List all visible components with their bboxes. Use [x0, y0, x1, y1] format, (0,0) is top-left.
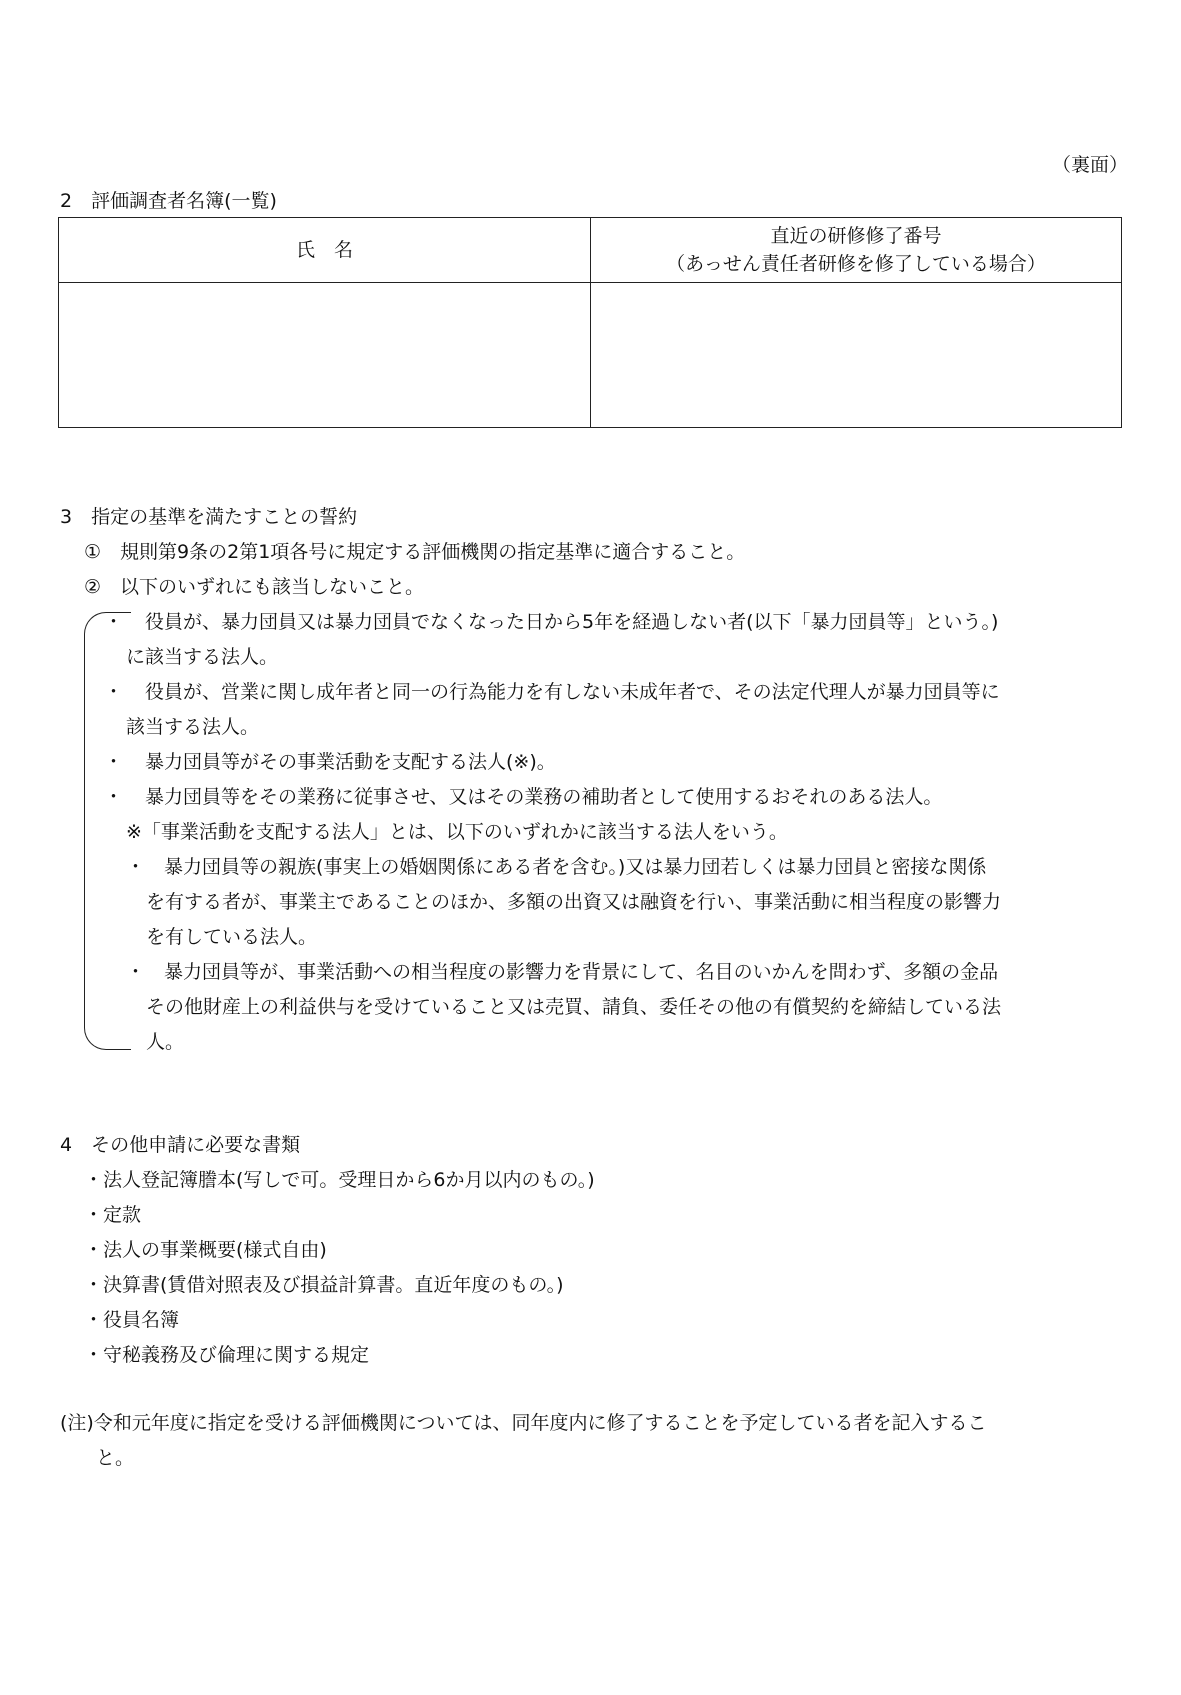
- list-item: 暴力団員等が、事業活動への相当程度の影響力を背景にして、名目のいかんを問わず、多額の金品: [164, 961, 999, 983]
- list-item: ・定款: [84, 1204, 142, 1226]
- pledge-item-2: ② 以下のいずれにも該当しないこと。: [84, 576, 425, 598]
- bullet-icon: ・: [104, 786, 124, 808]
- evaluator-roster-table: [58, 217, 1122, 428]
- list-item: ・法人の事業概要(様式自由): [84, 1239, 327, 1261]
- bullet-icon: ・: [104, 681, 124, 703]
- name-cell[interactable]: [59, 283, 591, 428]
- section3-title: 3 指定の基準を満たすことの誓約: [60, 506, 358, 528]
- bullet-icon: ・: [104, 611, 124, 633]
- training-header-line1: 直近の研修修了番号: [770, 224, 942, 247]
- training-header-line2: （あっせん責任者研修を修了している場合）: [666, 253, 1046, 275]
- list-item: 暴力団員等をその業務に従事させ、又はその業務の補助者として使用するおそれのある法人。: [145, 786, 943, 808]
- list-item: ・守秘義務及び倫理に関する規定: [84, 1344, 370, 1366]
- section2-title: 2 評価調査者名簿(一覧): [60, 190, 277, 212]
- list-item: 役員が、暴力団員又は暴力団員でなくなった日から5年を経過しない者(以下「暴力団員等」という。): [145, 611, 999, 633]
- list-item: ・決算書(賃借対照表及び損益計算書。直近年度のもの。): [84, 1274, 564, 1296]
- footnote-line1: (注)令和元年度に指定を受ける評価機関については、同年度内に修了することを予定している者を記入するこ: [60, 1412, 987, 1434]
- list-item: ・役員名簿: [84, 1309, 180, 1331]
- training-number-cell[interactable]: [591, 283, 1122, 428]
- footnote-line2: と。: [96, 1447, 135, 1469]
- list-item: ・法人登記簿謄本(写しで可。受理日から6か月以内のもの。): [84, 1169, 595, 1191]
- table-header-row: [59, 218, 1122, 283]
- list-item: 暴力団員等の親族(事実上の婚姻関係にある者を含む。)又は暴力団若しくは暴力団員と密接な関係: [164, 856, 987, 878]
- page-label: （裏面）: [1052, 154, 1129, 176]
- list-item: 暴力団員等がその事業活動を支配する法人(※)。: [145, 751, 556, 773]
- list-item-cont: 該当する法人。: [126, 716, 260, 738]
- bracket-decoration: [84, 612, 131, 1050]
- list-item-cont: 人。: [146, 1031, 185, 1053]
- section4-title: 4 その他申請に必要な書類: [60, 1134, 301, 1156]
- bullet-icon: ・: [126, 856, 146, 878]
- name-column-header: [59, 218, 591, 283]
- list-item-cont: を有している法人。: [146, 926, 318, 948]
- bullet-icon: ・: [104, 751, 124, 773]
- bullet-icon: ・: [126, 961, 146, 983]
- name-header-label: 氏 名: [295, 238, 353, 261]
- list-item: 役員が、営業に関し成年者と同一の行為能力を有しない未成年者で、その法定代理人が暴力団員等に: [145, 681, 1000, 703]
- note-heading: ※「事業活動を支配する法人」とは、以下のいずれかに該当する法人をいう。: [126, 821, 788, 843]
- list-item-cont: を有する者が、事業主であることのほか、多額の出資又は融資を行い、事業活動に相当程度の影響力: [146, 891, 1002, 913]
- list-item-cont: に該当する法人。: [126, 646, 279, 668]
- pledge-item-1: ① 規則第9条の2第1項各号に規定する評価機関の指定基準に適合すること。: [84, 541, 746, 563]
- training-number-column-header: [591, 218, 1122, 283]
- table-row: [59, 283, 1122, 428]
- list-item-cont: その他財産上の利益供与を受けていること又は売買、請負、委任その他の有償契約を締結している法: [146, 996, 1002, 1018]
